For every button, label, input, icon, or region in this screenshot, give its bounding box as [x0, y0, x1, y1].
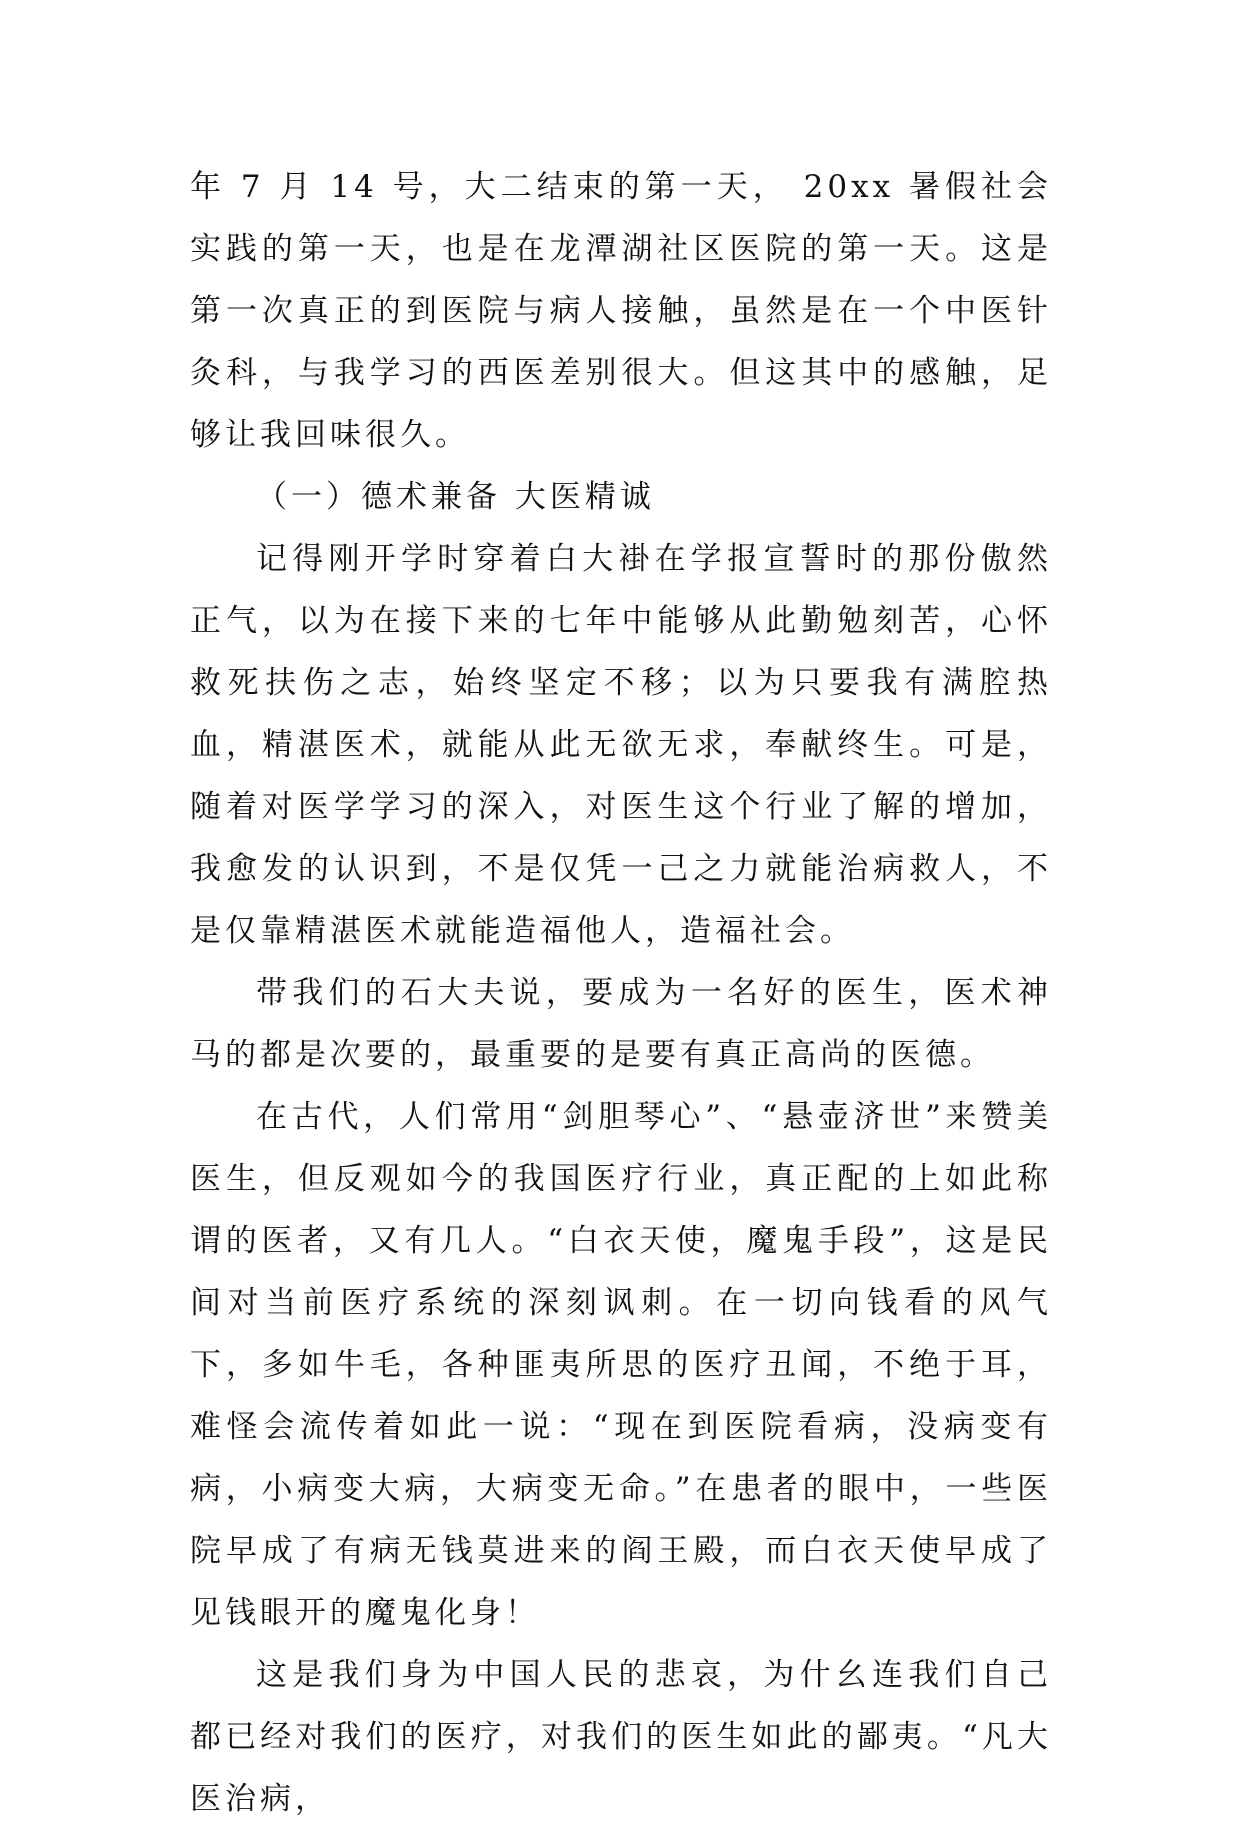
paragraph-sorrow: 这是我们身为中国人民的悲哀，为什幺连我们自己都已经对我们的医疗，对我们的医生如此的鄙夷。“凡大医治病，: [190, 1657, 1052, 1817]
paragraph-intro: 年 7 月 14 号，大二结束的第一天， 20xx 暑假社会实践的第一天，也是在龙潭湖社区医院的第一天。这是第一次真正的到医院与病人接触，虽然是在一个中医针灸科，与我学习的西医差别很大。但这其中的感触，足够让我回味很久。: [190, 169, 1052, 453]
paragraph-ancient-praise: 在古代，人们常用“剑胆琴心”、“悬壶济世”来赞美医生，但反观如今的我国医疗行业，真正配的上如此称谓的医者，又有几人。“白衣天使，魔鬼手段”，这是民间对当前医疗系统的深刻讽刺。在一切向钱看的风气下，多如牛毛，各种匪夷所思的医疗丑闻，不绝于耳，难怪会流传着如此一说：“现在到医院看病，没病变有病，小病变大病，大病变无命。”在患者的眼中，一些医院早成了有病无钱莫进来的阎王殿，而白衣天使早成了见钱眼开的魔鬼化身！: [190, 1099, 1052, 1631]
section-heading: （一）德术兼备 大医精诚: [256, 479, 655, 515]
document-body: [190, 156, 1052, 1830]
paragraph-oath: 记得刚开学时穿着白大褂在学报宣誓时的那份傲然正气，以为在接下来的七年中能够从此勤勉刻苦，心怀救死扶伤之志，始终坚定不移；以为只要我有满腔热血，精湛医术，就能从此无欲无求，奉献终生。可是，随着对医学学习的深入，对医生这个行业了解的增加，我愈发的认识到，不是仅凭一己之力就能治病救人，不是仅靠精湛医术就能造福他人，造福社会。: [190, 541, 1052, 949]
paragraph-doctor-shi: 带我们的石大夫说，要成为一名好的医生，医术神马的都是次要的，最重要的是要有真正高尚的医德。: [190, 975, 1052, 1073]
